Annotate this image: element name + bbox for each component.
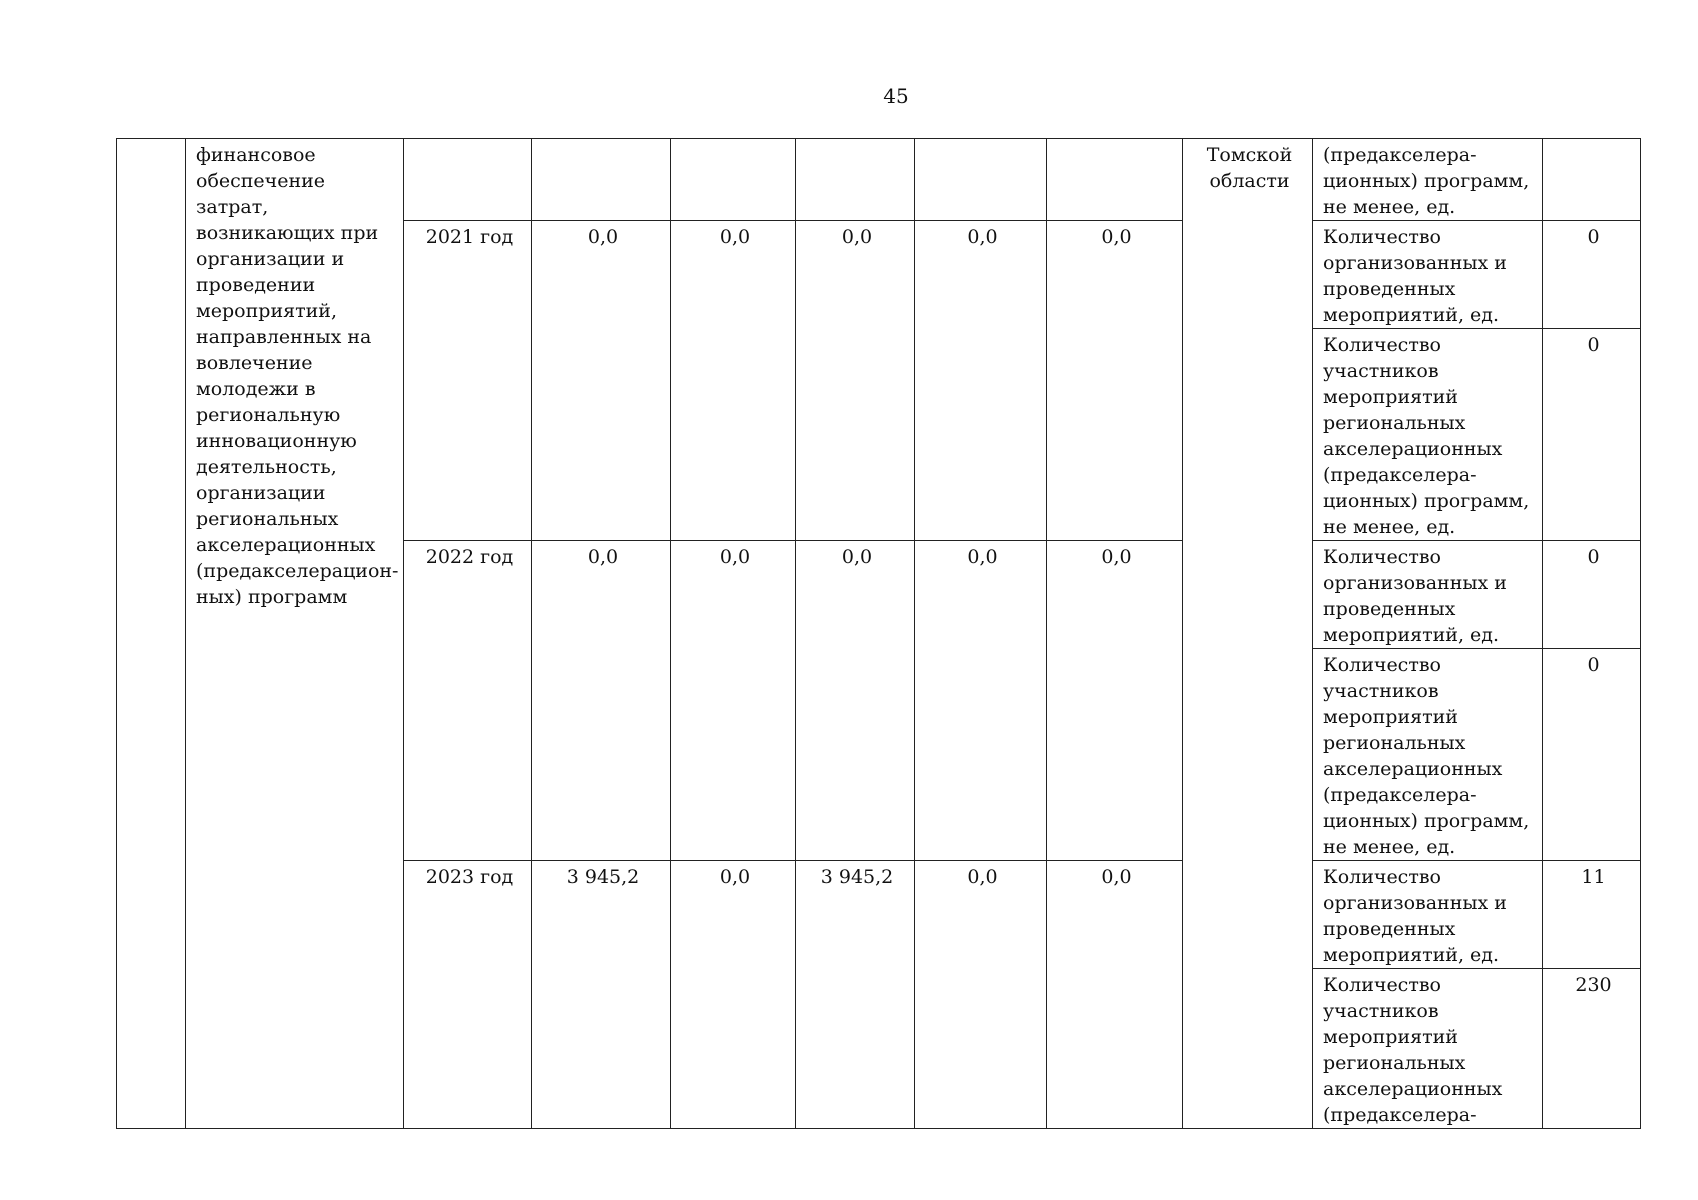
value-cell: 0,0 [1047, 541, 1183, 861]
year-cell: 2023 год [404, 861, 532, 1129]
value-cell: 0,0 [671, 221, 796, 541]
value-cell: 0,0 [1047, 861, 1183, 1129]
indicator-value: 0 [1543, 221, 1641, 329]
indicator-value: 0 [1543, 329, 1641, 541]
table-row [117, 139, 1641, 221]
value-cell [915, 139, 1047, 221]
indicator-value: 11 [1543, 861, 1641, 969]
value-cell: 0,0 [796, 541, 915, 861]
indicator-name: Количество участников мероприятий региональных акселерационных (предакселера- [1313, 969, 1543, 1129]
value-cell: 0,0 [796, 221, 915, 541]
indicator-name: Количество участников мероприятий региональных акселерационных (предакселера-ционных) программ, не менее, ед. [1313, 329, 1543, 541]
indicator-name: (предакселера-ционных) программ, не менее, ед. [1313, 139, 1543, 221]
indicator-value [1543, 139, 1641, 221]
value-cell: 3 945,2 [796, 861, 915, 1129]
indicator-value: 230 [1543, 969, 1641, 1129]
value-cell: 0,0 [671, 541, 796, 861]
value-cell [796, 139, 915, 221]
value-cell: 0,0 [915, 861, 1047, 1129]
value-cell: 0,0 [915, 541, 1047, 861]
indicator-name: Количество участников мероприятий региональных акселерационных (предакселера-ционных) программ, не менее, ед. [1313, 649, 1543, 861]
year-cell: 2021 год [404, 221, 532, 541]
year-cell: 2022 год [404, 541, 532, 861]
program-table [116, 138, 1641, 1129]
indicator-value: 0 [1543, 541, 1641, 649]
year-cell [404, 139, 532, 221]
indicator-name: Количество организованных и проведенных мероприятий, ед. [1313, 221, 1543, 329]
value-cell: 0,0 [671, 861, 796, 1129]
value-cell: 0,0 [532, 541, 671, 861]
indicator-value: 0 [1543, 649, 1641, 861]
description-cell: финансовое обеспечение затрат, возникающих при организации и проведении мероприятий, направленных на вовлечение молодежи в региональную инновационную деятельность, организации региональных акселерационных (предакселерацион-ных) программ [186, 139, 404, 1129]
number-cell [117, 139, 186, 1129]
value-cell [671, 139, 796, 221]
value-cell: 0,0 [915, 221, 1047, 541]
value-cell: 0,0 [1047, 221, 1183, 541]
indicator-name: Количество организованных и проведенных мероприятий, ед. [1313, 541, 1543, 649]
value-cell [532, 139, 671, 221]
page-number: 45 [883, 84, 909, 108]
value-cell: 0,0 [532, 221, 671, 541]
indicator-name: Количество организованных и проведенных мероприятий, ед. [1313, 861, 1543, 969]
value-cell: 3 945,2 [532, 861, 671, 1129]
region-cell: Томской области [1183, 139, 1313, 1129]
value-cell [1047, 139, 1183, 221]
